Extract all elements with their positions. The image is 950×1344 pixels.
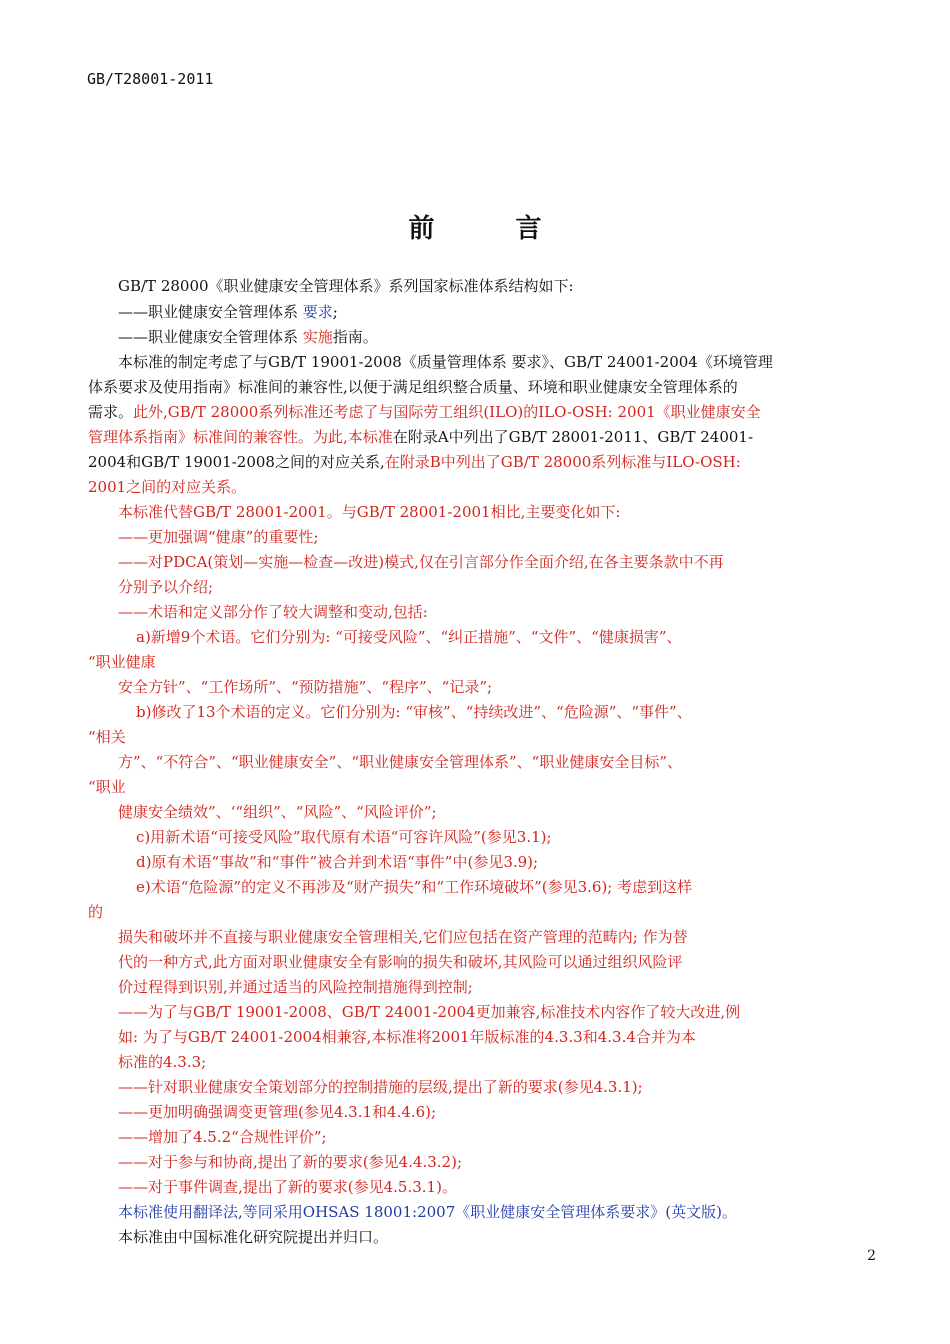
text-segment: ——更加强调“健康”的重要性;: [118, 528, 319, 546]
text-line: [88, 727, 126, 747]
text-line: [88, 427, 753, 447]
page-number: 2: [867, 1248, 876, 1264]
text-segment: 标准的4.3.3;: [118, 1053, 207, 1071]
document-code-header: GB/T28001-2011: [87, 70, 214, 88]
text-segment: 需求。: [88, 403, 134, 421]
text-segment: 健康安全绩效”、‘“组织”、“风险”、“风险评价”;: [118, 803, 437, 821]
text-segment: 要求: [302, 303, 333, 321]
text-segment: ——对于参与和协商,提出了新的要求(参见4.4.3.2);: [118, 1153, 463, 1171]
text-segment: ——职业健康安全管理体系: [118, 303, 303, 321]
text-line: [118, 602, 428, 622]
text-segment: ——职业健康安全管理体系: [118, 328, 303, 346]
text-line: [118, 1052, 206, 1072]
text-segment: ——对PDCA(策划—实施—检查—改进)模式,仅在引言部分作全面介绍,在各主要条款中不再: [118, 553, 724, 571]
text-segment: 本标准使用翻译法,等同采用OHSAS 18001:2007《职业健康安全管理体系要求》(英文版)。: [118, 1203, 737, 1221]
text-segment: c)用新术语“可接受风险”取代原有术语“可容许风险”(参见3.1);: [136, 828, 552, 846]
text-segment: 在附录B中列出了GB/T 28000系列标准与ILO-OSH:: [384, 453, 741, 471]
text-segment: 指南。: [332, 328, 378, 346]
text-line: [136, 702, 692, 722]
text-segment: 本标准由中国标准化研究院提出并归口。: [118, 1228, 389, 1246]
text-line: [118, 527, 318, 547]
text-line: [136, 827, 552, 847]
text-line: [136, 627, 682, 647]
text-line: [88, 377, 738, 397]
text-line: [118, 1077, 643, 1097]
text-segment: 本标准的制定考虑了与GB/T 19001-2008《质量管理体系 要求》、GB/T 24001-2004《环境管理: [118, 353, 773, 371]
text-segment: 本标准代替GB/T 28001-2001。与GB/T 28001-2001相比,主要变化如下:: [118, 503, 621, 521]
text-segment: 实施: [302, 328, 333, 346]
text-line: [118, 1177, 457, 1197]
text-segment: 的: [88, 903, 104, 921]
text-line: [136, 852, 538, 872]
text-line: [118, 552, 724, 572]
text-segment: ——为了与GB/T 19001-2008、GB/T 24001-2004更加兼容,标准技术内容作了较大改进,例: [118, 1003, 741, 1021]
text-segment: “职业健康: [88, 653, 156, 671]
text-segment: ——增加了4.5.2“合规性评价”;: [118, 1128, 327, 1146]
text-line: [88, 452, 741, 472]
text-line: [88, 902, 103, 922]
page-title: 前 言: [408, 214, 578, 244]
text-line: [118, 1102, 436, 1122]
text-segment: a)新增9个术语。它们分别为: “可接受风险”、“纠正措施”、“文件”、“健康损害”、: [136, 628, 682, 646]
text-line: [118, 802, 437, 822]
text-line: [88, 402, 761, 422]
text-segment: 此外,GB/T 28000系列标准还考虑了与国际劳工组织(ILO)的ILO-OSH: 2001《职业健康安全: [133, 403, 761, 421]
text-line: [118, 577, 213, 597]
text-line: [118, 276, 574, 296]
text-segment: 2001之间的对应关系。: [88, 478, 247, 496]
text-segment: 安全方针”、“工作场所”、“预防措施”、“程序”、“记录”;: [118, 678, 493, 696]
text-segment: 管理体系指南》标准间的兼容性。为此,本标准: [88, 428, 393, 446]
text-segment: 2004和GB/T 19001-2008之间的对应关系,: [88, 453, 385, 471]
text-line: [118, 977, 473, 997]
text-segment: 方”、“不符合”、“职业健康安全”、“职业健康安全管理体系”、“职业健康安全目标”、: [118, 753, 683, 771]
text-segment: 价过程得到识别,并通过适当的风险控制措施得到控制;: [118, 978, 473, 996]
text-segment: d)原有术语“事故”和“事件”被合并到术语“事件”中(参见3.9);: [136, 853, 539, 871]
text-segment: b)修改了13个术语的定义。它们分别为: “审核”、“持续改进”、“危险源”、“事件”、: [136, 703, 692, 721]
text-line: [118, 327, 378, 347]
text-segment: “职业: [88, 778, 126, 796]
text-line: [118, 502, 620, 522]
text-segment: ——更加明确强调变更管理(参见4.3.1和4.4.6);: [118, 1103, 437, 1121]
text-line: [88, 652, 156, 672]
text-line: [118, 1202, 737, 1222]
text-segment: 在附录A中列出了GB/T 28001-2011、GB/T 24001-: [392, 428, 754, 446]
text-line: [118, 752, 682, 772]
text-segment: 损失和破坏并不直接与职业健康安全管理相关,它们应包括在资产管理的范畴内; 作为替: [118, 928, 688, 946]
text-line: [88, 477, 246, 497]
text-line: [118, 677, 492, 697]
text-segment: ——术语和定义部分作了较大调整和变动,包括:: [118, 603, 428, 621]
text-segment: 体系要求及使用指南》标准间的兼容性,以便于满足组织整合质量、环境和职业健康安全管理体系的: [88, 378, 738, 396]
text-line: [88, 777, 126, 797]
text-segment: ;: [332, 303, 338, 321]
text-segment: 代的一种方式,此方面对职业健康安全有影响的损失和破坏,其风险可以通过组织风险评: [118, 953, 683, 971]
text-line: [118, 927, 688, 947]
text-segment: 分别予以介绍;: [118, 578, 214, 596]
text-segment: ——对于事件调查,提出了新的要求(参见4.5.3.1)。: [118, 1178, 457, 1196]
text-line: [136, 877, 692, 897]
text-segment: “相关: [88, 728, 126, 746]
text-line: [118, 1152, 462, 1172]
text-line: [118, 352, 773, 372]
text-segment: 如: 为了与GB/T 24001-2004相兼容,本标准将2001年版标准的4.3.3和4.3.4合并为本: [118, 1028, 696, 1046]
text-segment: ——针对职业健康安全策划部分的控制措施的层级,提出了新的要求(参见4.3.1);: [118, 1078, 643, 1096]
text-line: [118, 1027, 696, 1047]
text-segment: GB/T 28000《职业健康安全管理体系》系列国家标准体系结构如下:: [118, 277, 574, 295]
text-line: [118, 302, 338, 322]
text-line: [118, 952, 683, 972]
text-line: [118, 1127, 327, 1147]
text-line: [118, 1002, 740, 1022]
text-line: [118, 1227, 388, 1247]
text-segment: e)术语“危险源”的定义不再涉及“财产损失”和“工作环境破坏”(参见3.6); 考虑到这样: [136, 878, 693, 896]
